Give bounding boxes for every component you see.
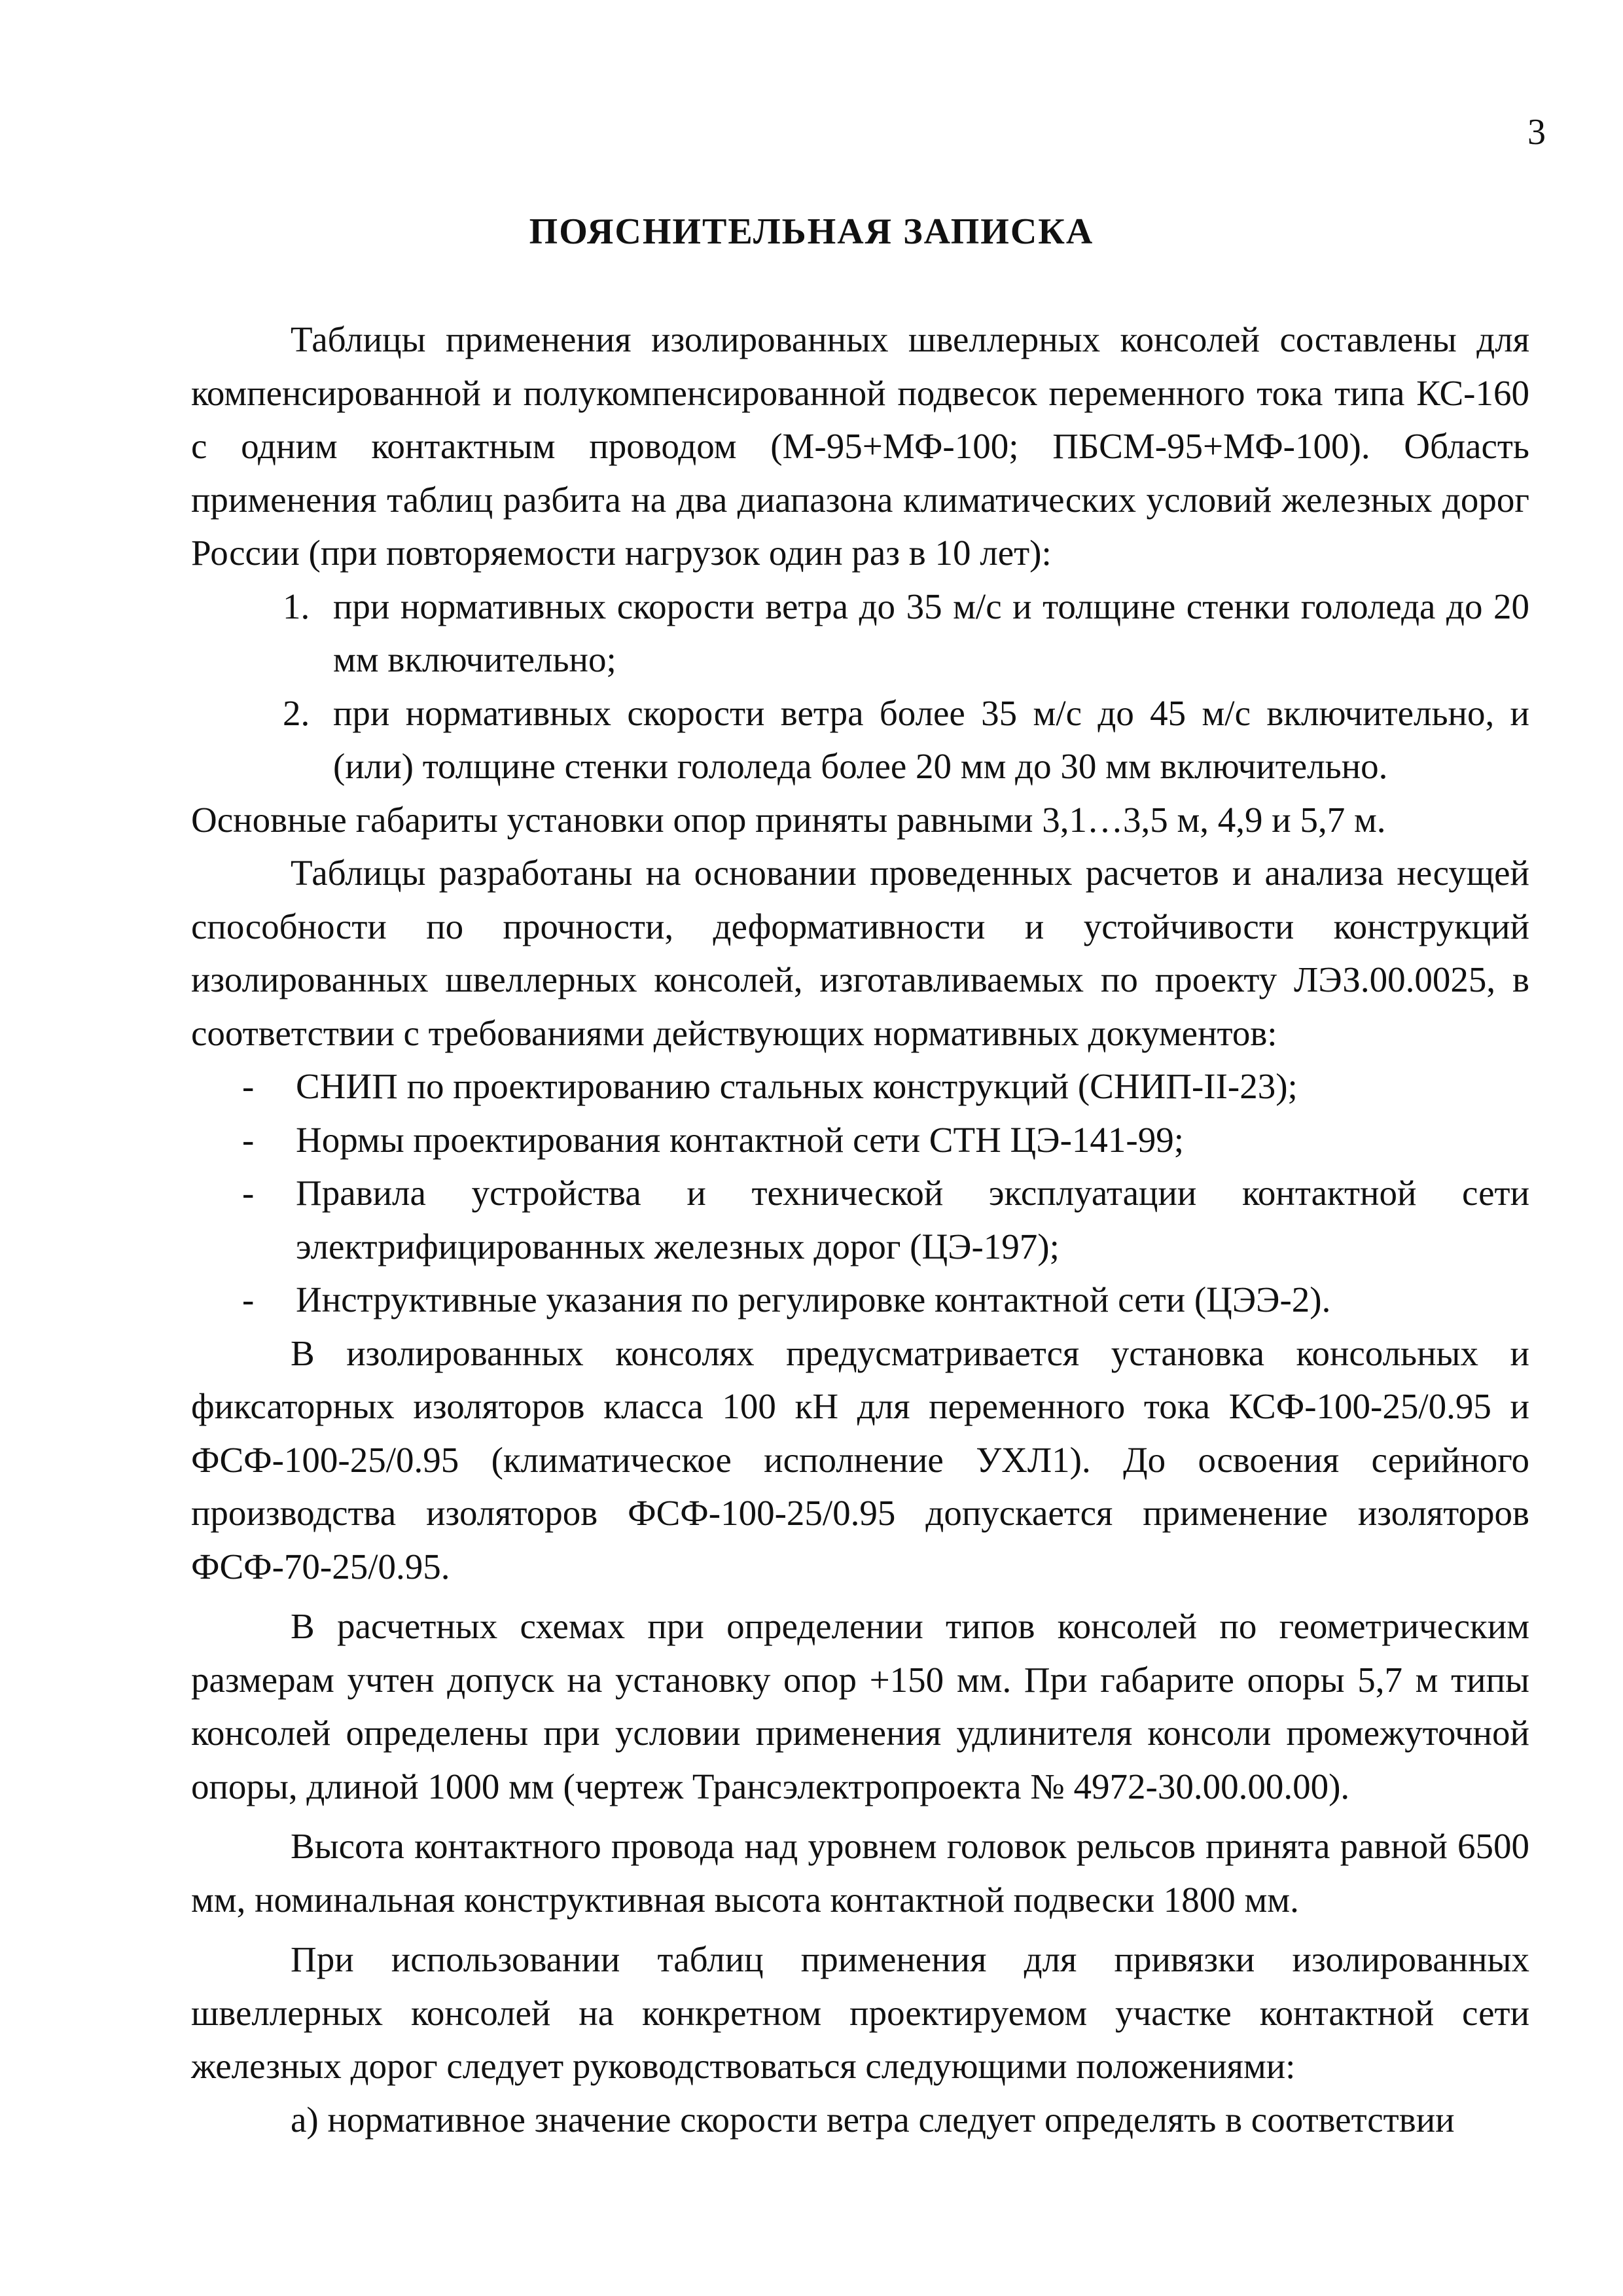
list-item-text: при нормативных скорости ветра до 35 м/с и толщине стенки гололеда до 20 мм включительно;: [333, 586, 1529, 679]
intro-paragraph: Таблицы применения изолированных швеллерных консолей составлены для компенсированной и полукомпенсированной подвесок переменного тока типа КС-160 с одним контактным проводом (М-95+МФ-100; ПБСМ-95+МФ-100). Область применения таблиц разбита на два диапазона климатических условий железных дорог России (при повторяемости нагрузок один раз в 10 лет):: [191, 319, 1529, 573]
list-item-text: Правила устройства и технической эксплуатации контактной сети электрифицированных железных дорог (ЦЭ-197);: [296, 1173, 1529, 1266]
list-item: [283, 580, 1529, 687]
list-marker: -: [242, 1173, 255, 1213]
documents-list: [191, 1060, 1529, 1327]
list-item: [242, 1113, 1529, 1167]
list-item: [242, 1060, 1529, 1113]
list-marker: 1.: [283, 586, 310, 626]
list-item: [242, 1273, 1529, 1327]
list-marker: 2.: [283, 692, 310, 733]
usage-paragraph: При использовании таблиц применения для привязки изолированных швеллерных консолей на конкретном проектируемом участке контактной сети железных дорог следует руководствоваться следующими положениями:: [191, 1939, 1529, 2086]
list-item: [283, 687, 1529, 793]
page-number: 3: [1527, 112, 1546, 152]
climate-list: [191, 580, 1529, 793]
list-item-text: Нормы проектирования контактной сети СТН ЦЭ-141-99;: [296, 1119, 1184, 1160]
usage-item-a: а) нормативное значение скорости ветра следует определять в соответствии: [291, 2099, 1455, 2140]
page-title: ПОЯСНИТЕЛЬНАЯ ЗАПИСКА: [529, 211, 1094, 252]
document-body: [191, 313, 1529, 2146]
list-item-text: при нормативных скорости ветра более 35 м/с до 45 м/с включительно, и (или) толщине стенки гололеда более 20 мм до 30 мм включительно.: [333, 692, 1529, 786]
list-item-text: СНИП по проектированию стальных конструкций (СНИП-II-23);: [296, 1066, 1298, 1106]
list-marker: -: [242, 1280, 255, 1319]
list-item: [242, 1166, 1529, 1273]
list-marker: -: [242, 1119, 255, 1160]
clearances-paragraph: Основные габариты установки опор приняты равными 3,1…3,5 м, 4,9 и 5,7 м.: [191, 799, 1386, 840]
height-paragraph: Высота контактного провода над уровнем головок рельсов принята равной 6500 мм, номинальная конструктивная высота контактной подвески 1800 мм.: [191, 1826, 1529, 1920]
tolerance-paragraph: В расчетных схемах при определении типов консолей по геометрическим размерам учтен допуск на установку опор +150 мм. При габарите опоры 5,7 м типы консолей определены при условии применения удлинителя консоли промежуточной опоры, длиной 1000 мм (чертеж Трансэлектропроекта № 4972-30.00.00.00).: [191, 1606, 1529, 1806]
list-marker: -: [242, 1066, 255, 1106]
basis-paragraph: Таблицы разработаны на основании проведенных расчетов и анализа несущей способности по прочности, деформативности и устойчивости конструкций изолированных швеллерных консолей, изготавливаемых по проекту ЛЭЗ.00.0025, в соответствии с требованиями действующих нормативных документов:: [191, 853, 1529, 1053]
insulators-paragraph: В изолированных консолях предусматривается установка консольных и фиксаторных изоляторов класса 100 кН для переменного тока КСФ-100-25/0.95 и ФСФ-100-25/0.95 (климатическое исполнение УХЛ1). До освоения серийного производства изоляторов ФСФ-100-25/0.95 допускается применение изоляторов ФСФ-70-25/0.95.: [191, 1333, 1529, 1587]
list-item-text: Инструктивные указания по регулировке контактной сети (ЦЭЭ-2).: [296, 1280, 1331, 1319]
